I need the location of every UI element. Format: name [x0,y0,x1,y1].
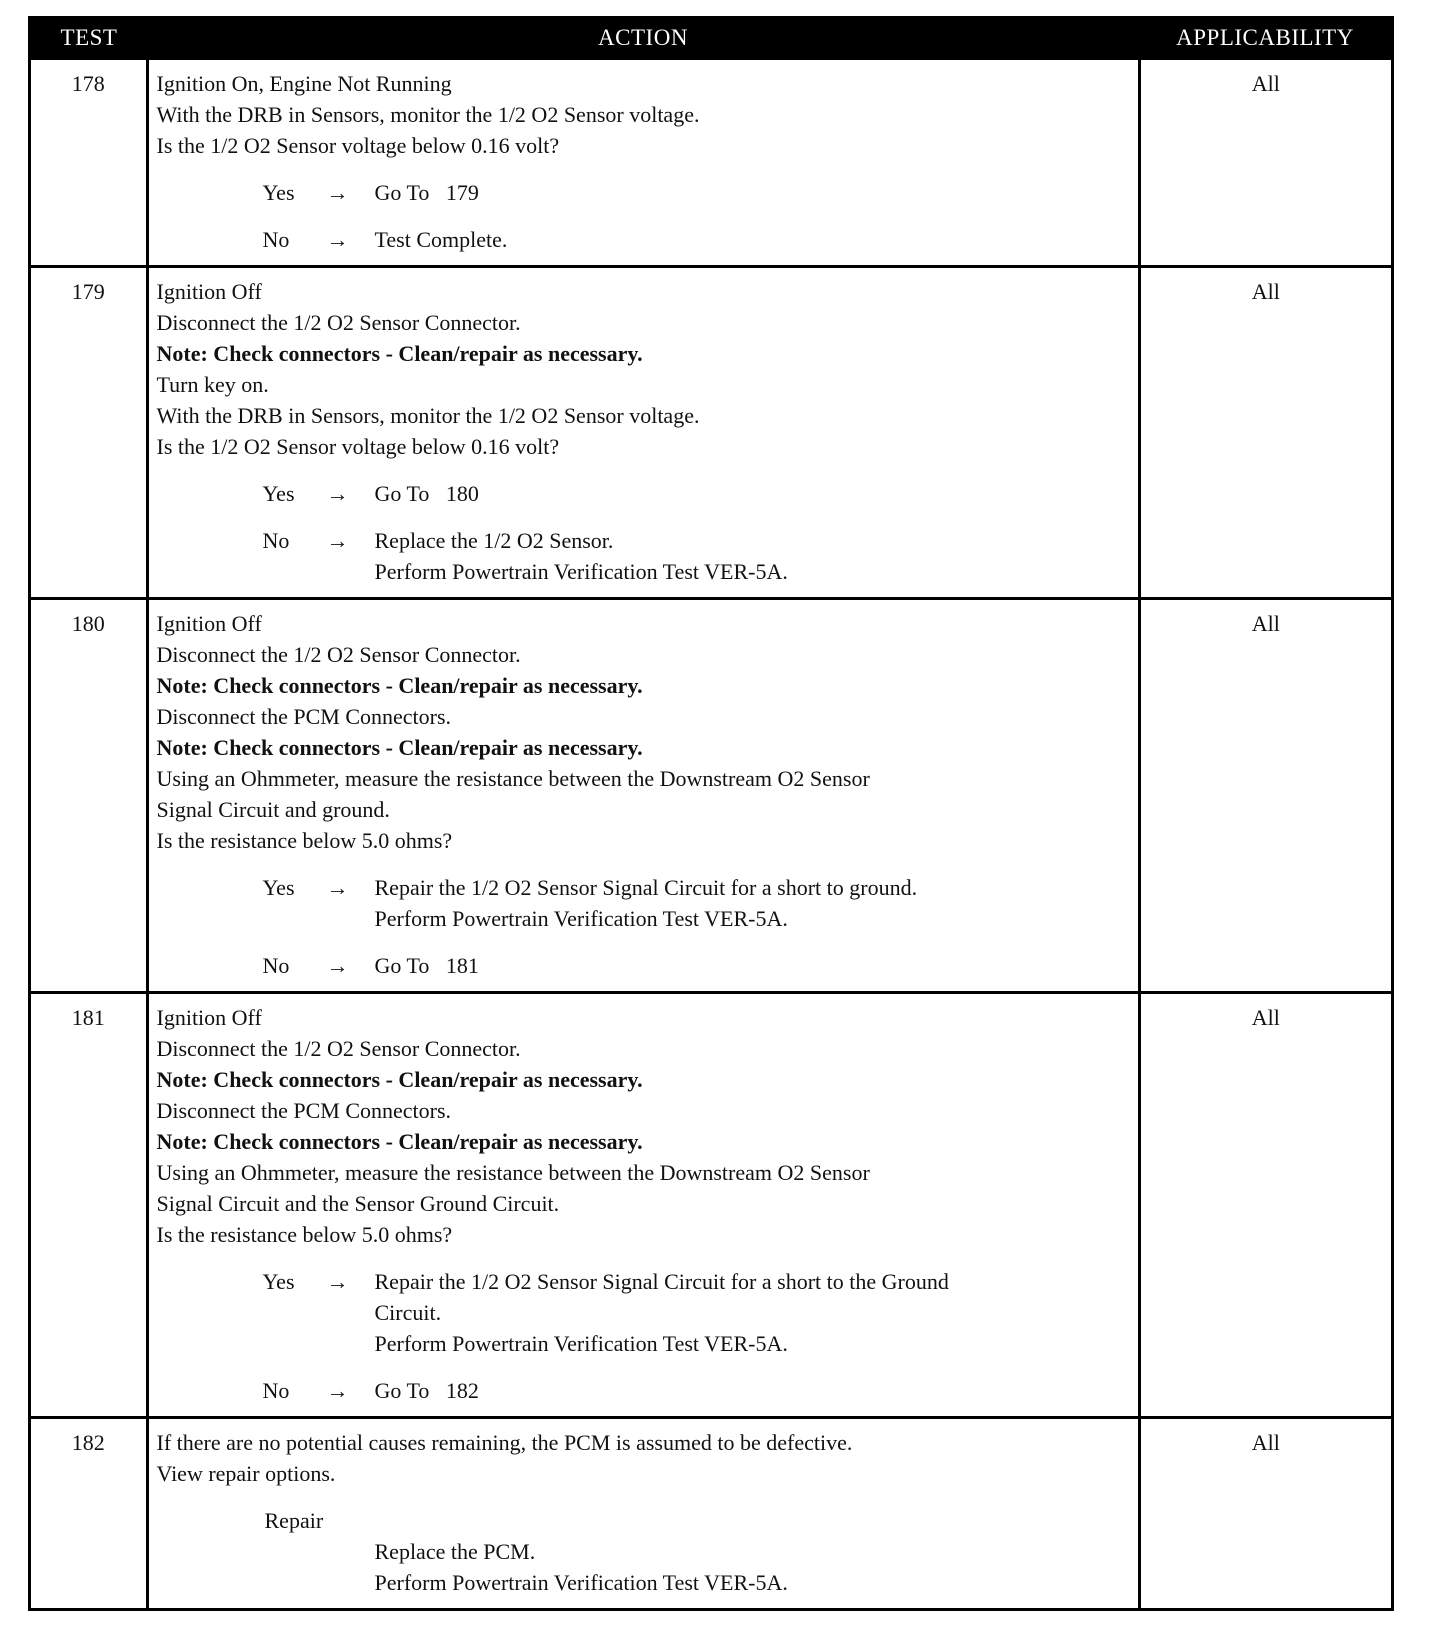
yes-result [263,872,1132,934]
outcome-line: Go To 182 [374,1378,479,1403]
applicability-value: All [1139,1418,1391,1609]
action-cell [147,599,1139,993]
no-result [263,525,1132,587]
no-result [263,1375,1132,1406]
action-cell [147,993,1139,1418]
outcome-line: Go To 179 [374,180,479,205]
right-arrow-icon: → [326,180,349,205]
repair-label: Repair [264,1508,324,1533]
action-line: Disconnect the PCM Connectors. [156,704,452,729]
applicability-value: All [1139,59,1391,267]
action-line: Signal Circuit and the Sensor Ground Circuit. [156,1191,560,1216]
outcome-line: Go To 180 [374,481,479,506]
action-line: Using an Ohmmeter, measure the resistance between the Downstream O2 Sensor [156,1160,870,1185]
yes-outcome [375,177,1132,208]
table-row [31,267,1391,599]
action-line: Is the 1/2 O2 Sensor voltage below 0.16 volt? [156,133,560,158]
right-arrow-icon: → [326,1269,349,1294]
no-label: No [262,953,290,978]
action-line: Ignition Off [156,1005,262,1030]
note-line: Note: Check connectors - Clean/repair as necessary. [156,735,643,760]
test-number: 179 [31,267,147,599]
applicability-value: All [1139,599,1391,993]
outcome-line: Perform Powertrain Verification Test VER-5A. [374,559,788,584]
outcome-line: Repair the 1/2 O2 Sensor Signal Circuit for a short to ground. [374,875,918,900]
test-number: 181 [31,993,147,1418]
test-number: 182 [31,1418,147,1609]
table-row [31,59,1391,267]
yes-result [263,478,1132,509]
repair-line: Perform Powertrain Verification Test VER-5A. [374,1570,788,1595]
no-label: No [262,227,290,252]
action-line: Ignition Off [156,611,262,636]
action-line: Is the 1/2 O2 Sensor voltage below 0.16 volt? [156,434,560,459]
outcome-line: Repair the 1/2 O2 Sensor Signal Circuit for a short to the Ground [374,1269,949,1294]
diagnostic-test-table [31,19,1391,1608]
action-cell [147,267,1139,599]
right-arrow-icon: → [326,481,349,506]
action-line: Disconnect the 1/2 O2 Sensor Connector. [156,1036,521,1061]
right-arrow-icon: → [326,875,349,900]
yes-outcome [375,872,1132,934]
action-line: Ignition Off [156,279,262,304]
note-line: Note: Check connectors - Clean/repair as necessary. [156,673,643,698]
right-arrow-icon: → [326,227,349,252]
header-action: ACTION [147,19,1139,59]
action-line: Signal Circuit and ground. [156,797,390,822]
no-outcome [375,1375,1132,1406]
diagnostic-table-sheet [28,16,1394,1611]
outcome-line: Perform Powertrain Verification Test VER-5A. [374,906,788,931]
action-line: If there are no potential causes remaining, the PCM is assumed to be defective. [156,1430,853,1455]
action-line: Is the resistance below 5.0 ohms? [156,1222,453,1247]
repair-line: Replace the PCM. [374,1539,536,1564]
table-body [31,59,1391,1609]
action-line: With the DRB in Sensors, monitor the 1/2 O2 Sensor voltage. [156,102,700,127]
action-line: Disconnect the 1/2 O2 Sensor Connector. [156,310,521,335]
outcome-line: Go To 181 [374,953,479,978]
action-line: Disconnect the 1/2 O2 Sensor Connector. [156,642,521,667]
right-arrow-icon: → [326,953,349,978]
action-line: View repair options. [156,1461,336,1486]
applicability-value: All [1139,993,1391,1418]
action-line: Disconnect the PCM Connectors. [156,1098,452,1123]
action-line: Turn key on. [156,372,269,397]
no-label: No [262,1378,290,1403]
action-line: Ignition On, Engine Not Running [156,71,452,96]
header-test: TEST [31,19,147,59]
note-line: Note: Check connectors - Clean/repair as necessary. [156,1129,643,1154]
header-applicability: APPLICABILITY [1139,19,1391,59]
action-line: With the DRB in Sensors, monitor the 1/2 O2 Sensor voltage. [156,403,700,428]
right-arrow-icon: → [326,1378,349,1403]
yes-outcome [375,478,1132,509]
yes-label: Yes [262,1269,295,1294]
no-result [263,224,1132,255]
outcome-line: Replace the 1/2 O2 Sensor. [374,528,614,553]
action-cell [147,1418,1139,1609]
yes-label: Yes [262,180,295,205]
note-line: Note: Check connectors - Clean/repair as necessary. [156,341,643,366]
action-line: Is the resistance below 5.0 ohms? [156,828,453,853]
no-outcome [375,525,1132,587]
outcome-line: Perform Powertrain Verification Test VER-5A. [374,1331,788,1356]
note-line: Note: Check connectors - Clean/repair as necessary. [156,1067,643,1092]
right-arrow-icon: → [326,528,349,553]
table-header-row [31,19,1391,59]
yes-result [263,1266,1132,1359]
yes-result [263,177,1132,208]
test-number: 178 [31,59,147,267]
no-label: No [262,528,290,553]
yes-outcome [375,1266,1132,1359]
yes-label: Yes [262,875,295,900]
no-result [263,950,1132,981]
applicability-value: All [1139,267,1391,599]
no-outcome [375,950,1132,981]
no-outcome [375,224,1132,255]
yes-label: Yes [262,481,295,506]
test-number: 180 [31,599,147,993]
action-cell [147,59,1139,267]
table-row [31,993,1391,1418]
outcome-line: Test Complete. [374,227,508,252]
table-row [31,1418,1391,1609]
outcome-line: Circuit. [374,1300,442,1325]
action-line: Using an Ohmmeter, measure the resistance between the Downstream O2 Sensor [156,766,870,791]
table-row [31,599,1391,993]
